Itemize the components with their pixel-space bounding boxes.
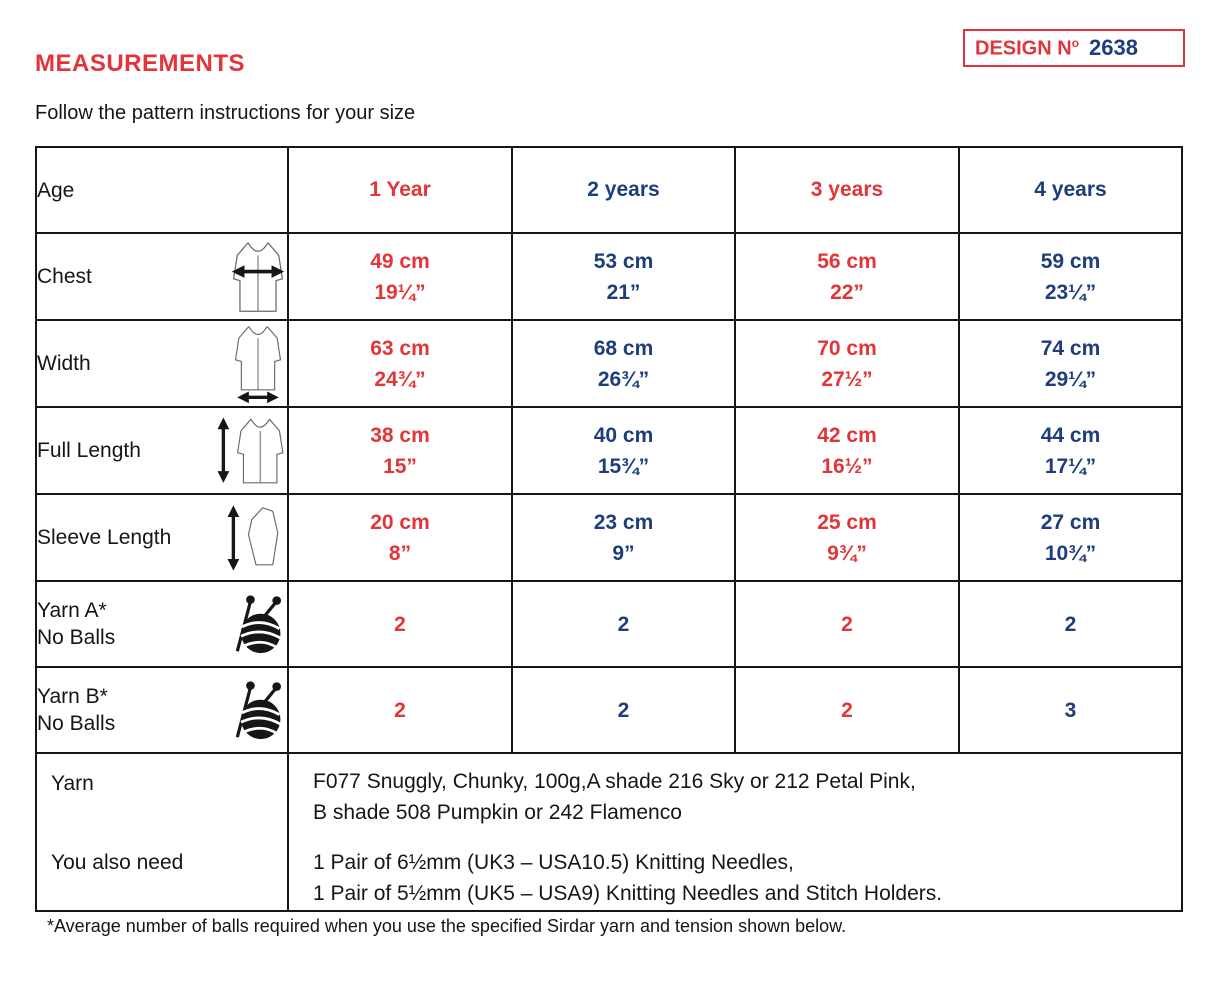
page-subtitle: Follow the pattern instructions for your size [35,102,416,124]
yarn-ball-icon [227,678,287,742]
yarn-a-balls-3: 2 [735,581,959,667]
sleeve-length-icon [225,503,287,573]
table-row [36,494,1182,581]
full-length-value-3: 42 cm 16½” [735,407,959,494]
width-value-3: 70 cm 27½” [735,320,959,407]
yarn-a-balls-2: 2 [512,581,735,667]
table-row [36,233,1182,320]
yarn-b-balls-3: 2 [735,667,959,753]
age-label: Age [37,178,75,202]
yarn-b-balls-2: 2 [512,667,735,753]
sleeve-length-label: Sleeve Length [37,526,172,549]
chest-value-1: 49 cm 19¼” [288,233,512,320]
chest-value-2: 53 cm 21” [512,233,735,320]
table-row [36,753,1182,911]
full-length-value-2: 40 cm 15¾” [512,407,735,494]
yarn-a-balls-4: 2 [959,581,1182,667]
yarn-ball-icon [227,592,287,656]
design-number-box [963,29,1185,67]
table-row [36,407,1182,494]
design-number-value: 2638 [1089,35,1138,60]
width-value-4: 74 cm 29¼” [959,320,1182,407]
page-title: MEASUREMENTS [35,50,246,77]
sleeve-length-value-1: 20 cm 8” [288,494,512,581]
sleeve-length-value-2: 23 cm 9” [512,494,735,581]
sleeve-length-value-3: 25 cm 9¾” [735,494,959,581]
width-value-1: 63 cm 24¾” [288,320,512,407]
sleeve-length-value-4: 27 cm 10¾” [959,494,1182,581]
yarn-b-balls-4: 3 [959,667,1182,753]
table-row [36,667,1182,753]
design-number-label: DESIGN $N^o$ [975,35,1080,60]
full-length-value-1: 38 cm 15” [288,407,512,494]
yarn-a-balls-1: 2 [288,581,512,667]
yarn-spec-line-2: B shade 508 Pumpkin or 242 Flamenco [313,801,682,824]
measurements-table [35,146,1183,912]
chest-label: Chest [37,265,92,288]
full-length-label: Full Length [37,439,141,462]
hem-width-icon [229,324,287,404]
size-header-2-years: 2 years [512,147,735,233]
table-row [36,581,1182,667]
width-label: Width [37,352,91,375]
also-need-label: You also need [51,851,184,874]
yarn-b-balls-1: 2 [288,667,512,753]
table-row [36,320,1182,407]
needles-line-2: 1 Pair of 5½mm (UK5 – USA9) Knitting Needles and Stitch Holders. [313,882,943,905]
chest-width-icon [229,240,287,314]
full-length-icon [215,414,287,488]
materials-cell [288,753,1182,911]
width-value-2: 68 cm 26¾” [512,320,735,407]
size-header-4-years: 4 years [959,147,1182,233]
yarn-a-label: Yarn A* No Balls [37,599,116,649]
chest-value-3: 56 cm 22” [735,233,959,320]
needles-line-1: 1 Pair of 6½mm (UK3 – USA10.5) Knitting Needles, [313,851,794,874]
size-header-1-year: 1 Year [288,147,512,233]
size-header-3-years: 3 years [735,147,959,233]
footnote: *Average number of balls required when you use the specified Sirdar yarn and tension shown below. [47,916,847,936]
yarn-spec-line-1: F077 Snuggly, Chunky, 100g,A shade 216 Sky or 212 Petal Pink, [313,770,916,793]
table-row [36,147,1182,233]
full-length-value-4: 44 cm 17¼” [959,407,1182,494]
yarn-b-label: Yarn B* No Balls [37,685,116,735]
yarn-section-label: Yarn [51,772,94,795]
chest-value-4: 59 cm 23¼” [959,233,1182,320]
